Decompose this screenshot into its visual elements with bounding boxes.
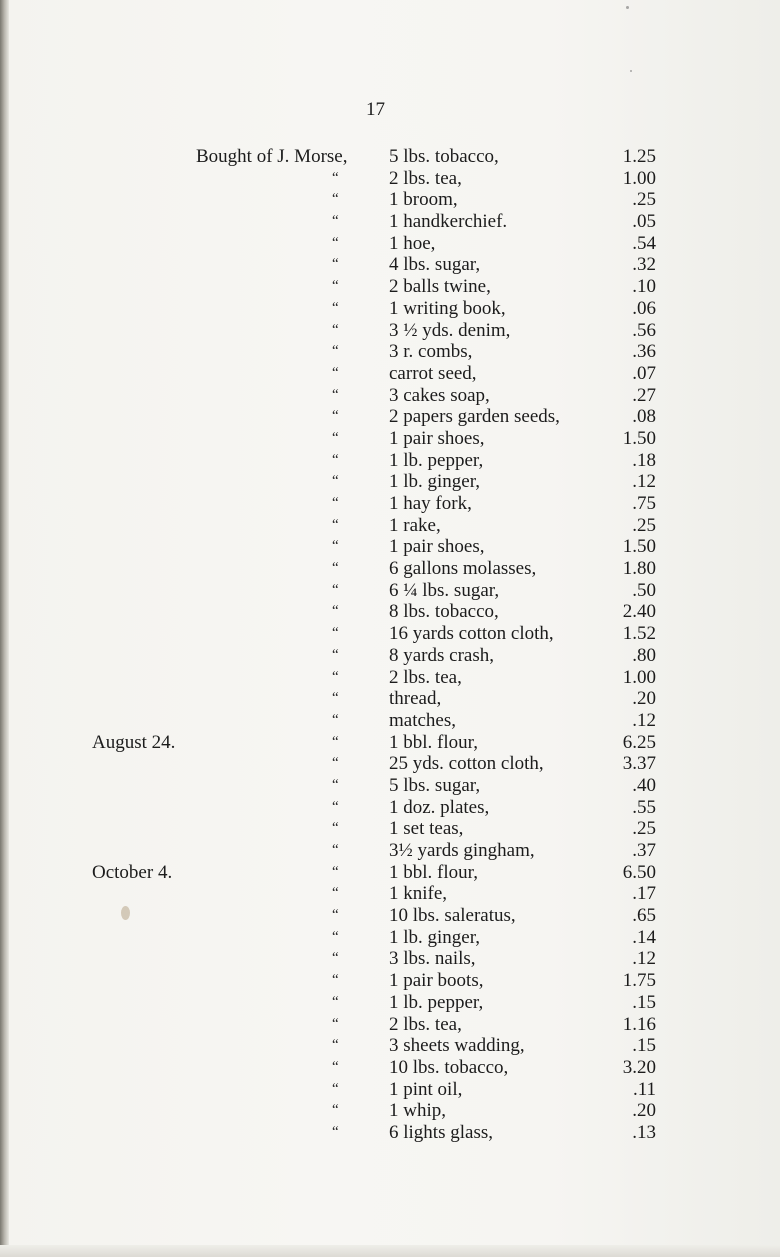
item-description: 1 pint oil,	[389, 1078, 463, 1100]
item-description: 1 broom,	[389, 189, 458, 211]
item-description: 1 lb. ginger,	[389, 471, 481, 493]
item-description: 1 hoe,	[389, 232, 436, 254]
item-description: 1 writing book,	[389, 297, 506, 319]
item-amount: .65	[632, 905, 656, 927]
ditto-mark: “	[332, 711, 339, 728]
item-amount: .80	[632, 644, 656, 666]
item-description: 1 knife,	[389, 883, 448, 905]
item-description: 1 bbl. flour,	[389, 861, 478, 883]
ledger-row	[0, 883, 780, 905]
ledger-row	[0, 189, 780, 211]
item-amount: .55	[632, 796, 656, 818]
ditto-mark: “	[332, 408, 339, 425]
item-amount: 6.50	[622, 861, 656, 883]
ditto-mark: “	[332, 1123, 339, 1140]
item-description: 5 lbs. sugar,	[389, 774, 481, 796]
ledger-row	[0, 406, 780, 428]
item-amount: .10	[632, 276, 656, 298]
item-amount: .11	[632, 1078, 656, 1100]
item-amount: .36	[632, 341, 656, 363]
ditto-mark: “	[332, 928, 339, 945]
ditto-mark: “	[332, 451, 339, 468]
ledger-row	[0, 667, 780, 689]
ledger-row	[0, 601, 780, 623]
ditto-mark: “	[332, 321, 339, 338]
item-amount: .27	[632, 384, 656, 406]
ledger-row	[0, 493, 780, 515]
ditto-mark: “	[332, 776, 339, 793]
item-description: 1 pair boots,	[389, 970, 484, 992]
purchase-ledger	[0, 146, 780, 1144]
ditto-mark: “	[332, 668, 339, 685]
ledger-row	[0, 450, 780, 472]
item-amount: 6.25	[622, 731, 656, 753]
item-amount: .12	[632, 709, 656, 731]
item-amount: .07	[632, 362, 656, 384]
item-amount: .50	[632, 579, 656, 601]
item-amount: .32	[632, 254, 656, 276]
paper-speck	[626, 6, 629, 9]
ledger-row	[0, 775, 780, 797]
ledger-row	[0, 1057, 780, 1079]
ledger-row	[0, 818, 780, 840]
item-amount: .25	[632, 514, 656, 536]
item-amount: .20	[632, 688, 656, 710]
item-description: 25 yds. cotton cloth,	[389, 753, 544, 775]
item-description: 2 papers garden seeds,	[389, 406, 560, 428]
ditto-mark: “	[332, 907, 339, 924]
item-amount: .20	[632, 1100, 656, 1122]
item-amount: .12	[632, 471, 656, 493]
ledger-row	[0, 580, 780, 602]
item-description: 1 set teas,	[389, 818, 464, 840]
item-amount: 1.16	[622, 1013, 656, 1035]
item-amount: 1.80	[622, 558, 656, 580]
ledger-row	[0, 1100, 780, 1122]
item-amount: 2.40	[622, 601, 656, 623]
item-amount: .13	[632, 1121, 656, 1143]
item-amount: .75	[632, 493, 656, 514]
item-description: 10 lbs. saleratus,	[389, 905, 516, 927]
item-amount: .05	[632, 211, 656, 233]
ledger-row	[0, 233, 780, 255]
item-description: 1 handkerchief.	[389, 211, 508, 233]
ditto-mark: “	[332, 885, 339, 902]
ledger-row	[0, 970, 780, 992]
item-description: 1 whip,	[389, 1100, 446, 1122]
item-description: 1 lb. ginger,	[389, 926, 481, 948]
ledger-row	[0, 298, 780, 320]
item-description: 4 lbs. sugar,	[389, 254, 481, 276]
ditto-mark: “	[332, 364, 339, 381]
ledger-row	[0, 1035, 780, 1057]
item-description: 1 doz. plates,	[389, 796, 490, 818]
ditto-mark: “	[332, 256, 339, 273]
item-amount: .12	[632, 948, 656, 970]
page-number: 17	[366, 99, 385, 120]
item-description: 1 lb. pepper,	[389, 449, 484, 471]
ledger-row	[0, 515, 780, 537]
ledger-row	[0, 862, 780, 884]
item-description: 3 sheets wadding,	[389, 1035, 525, 1057]
item-description: matches,	[389, 709, 457, 731]
ditto-mark: “	[332, 169, 339, 186]
ditto-mark: “	[332, 278, 339, 295]
item-description: 1 hay fork,	[389, 493, 472, 514]
item-description: 2 lbs. tea,	[389, 1013, 462, 1035]
seller-heading: Bought of J. Morse,	[196, 146, 348, 167]
item-amount: .17	[632, 883, 656, 905]
ledger-row	[0, 471, 780, 493]
ledger-row	[0, 927, 780, 949]
item-amount: 1.50	[622, 536, 656, 558]
ledger-row	[0, 428, 780, 450]
ditto-mark: “	[332, 625, 339, 642]
item-description: 3 ½ yds. denim,	[389, 319, 511, 341]
item-description: 2 lbs. tea,	[389, 167, 462, 189]
ditto-mark: “	[332, 581, 339, 598]
ledger-row	[0, 536, 780, 558]
ditto-mark: “	[332, 1102, 339, 1119]
ditto-mark: “	[332, 820, 339, 837]
ditto-mark: “	[332, 646, 339, 663]
ditto-mark: “	[332, 473, 339, 490]
ditto-mark: “	[332, 299, 339, 316]
ditto-mark: “	[332, 603, 339, 620]
item-description: 6 ¼ lbs. sugar,	[389, 579, 500, 601]
item-description: thread,	[389, 688, 442, 710]
entry-date: October 4.	[92, 861, 173, 883]
ditto-mark: “	[332, 798, 339, 815]
item-amount: .37	[632, 840, 656, 861]
item-description: 10 lbs. tobacco,	[389, 1056, 509, 1078]
ditto-mark: “	[332, 234, 339, 251]
item-description: 2 lbs. tea,	[389, 666, 462, 688]
ledger-row	[0, 168, 780, 190]
ditto-mark: “	[332, 733, 339, 750]
item-amount: 3.37	[622, 753, 656, 775]
item-amount: .08	[632, 406, 656, 428]
item-amount: .40	[632, 774, 656, 796]
item-amount: 1.50	[622, 427, 656, 449]
item-description: 16 yards cotton cloth,	[389, 623, 554, 645]
ledger-row	[0, 645, 780, 667]
ditto-mark: “	[332, 690, 339, 707]
ledger-row	[0, 341, 780, 363]
ditto-mark: “	[332, 1080, 339, 1097]
ditto-mark: “	[332, 191, 339, 208]
item-description: 1 lb. pepper,	[389, 991, 484, 1013]
ditto-mark: “	[332, 538, 339, 555]
item-description: 2 balls twine,	[389, 276, 491, 298]
ledger-row	[0, 710, 780, 732]
item-description: 3 r. combs,	[389, 341, 473, 363]
ditto-mark: “	[332, 213, 339, 230]
item-amount: 1.52	[622, 623, 656, 645]
ditto-mark: “	[332, 1037, 339, 1054]
item-amount: .18	[632, 449, 656, 471]
item-description: 1 rake,	[389, 514, 441, 536]
ditto-mark: “	[332, 755, 339, 772]
item-amount: .25	[632, 818, 656, 840]
ledger-row	[0, 276, 780, 298]
item-description: 1 pair shoes,	[389, 536, 485, 558]
ditto-mark: “	[332, 343, 339, 360]
page-bottom-edge	[0, 1245, 780, 1257]
item-amount: 1.75	[622, 970, 656, 992]
item-description: 1 pair shoes,	[389, 427, 485, 449]
item-amount: 1.25	[622, 146, 656, 167]
item-amount: .54	[632, 232, 656, 254]
ledger-row	[0, 623, 780, 645]
item-amount: .25	[632, 189, 656, 211]
item-description: carrot seed,	[389, 362, 477, 384]
item-amount: 1.00	[622, 167, 656, 189]
ledger-row	[0, 948, 780, 970]
ledger-row	[0, 992, 780, 1014]
item-description: 6 gallons molasses,	[389, 558, 537, 580]
ledger-row	[0, 558, 780, 580]
item-amount: 1.00	[622, 666, 656, 688]
item-amount: .15	[632, 991, 656, 1013]
ditto-mark: “	[332, 495, 339, 511]
ledger-row	[0, 1014, 780, 1036]
item-description: 3½ yards gingham,	[389, 840, 535, 861]
ledger-row	[0, 1079, 780, 1101]
ledger-row	[0, 146, 780, 168]
ledger-row	[0, 797, 780, 819]
item-amount: .15	[632, 1035, 656, 1057]
ledger-row	[0, 211, 780, 233]
ledger-row	[0, 254, 780, 276]
ditto-mark: “	[332, 386, 339, 403]
ditto-mark: “	[332, 950, 339, 967]
ledger-row	[0, 732, 780, 754]
ledger-row	[0, 753, 780, 775]
item-description: 1 bbl. flour,	[389, 731, 478, 753]
ledger-row	[0, 840, 780, 862]
ditto-mark: “	[332, 516, 339, 533]
ditto-mark: “	[332, 429, 339, 446]
paper-speck	[630, 70, 632, 72]
item-amount: .14	[632, 926, 656, 948]
ditto-mark: “	[332, 842, 339, 858]
ledger-row	[0, 688, 780, 710]
entry-date: August 24.	[92, 731, 176, 753]
item-description: 5 lbs. tobacco,	[389, 146, 499, 167]
ditto-mark: “	[332, 863, 339, 880]
item-amount: 3.20	[622, 1056, 656, 1078]
item-description: 8 lbs. tobacco,	[389, 601, 499, 623]
ditto-mark: “	[332, 1058, 339, 1075]
ledger-row	[0, 385, 780, 407]
item-amount: .56	[632, 319, 656, 341]
ditto-mark: “	[332, 972, 339, 989]
ledger-row	[0, 363, 780, 385]
item-description: 8 yards crash,	[389, 644, 494, 666]
ledger-row	[0, 905, 780, 927]
ledger-row	[0, 320, 780, 342]
item-description: 6 lights glass,	[389, 1121, 493, 1143]
item-description: 3 cakes soap,	[389, 384, 490, 406]
item-description: 3 lbs. nails,	[389, 948, 476, 970]
ditto-mark: “	[332, 993, 339, 1010]
ditto-mark: “	[332, 1015, 339, 1032]
ledger-row	[0, 1122, 780, 1144]
ditto-mark: “	[332, 560, 339, 577]
item-amount: .06	[632, 297, 656, 319]
